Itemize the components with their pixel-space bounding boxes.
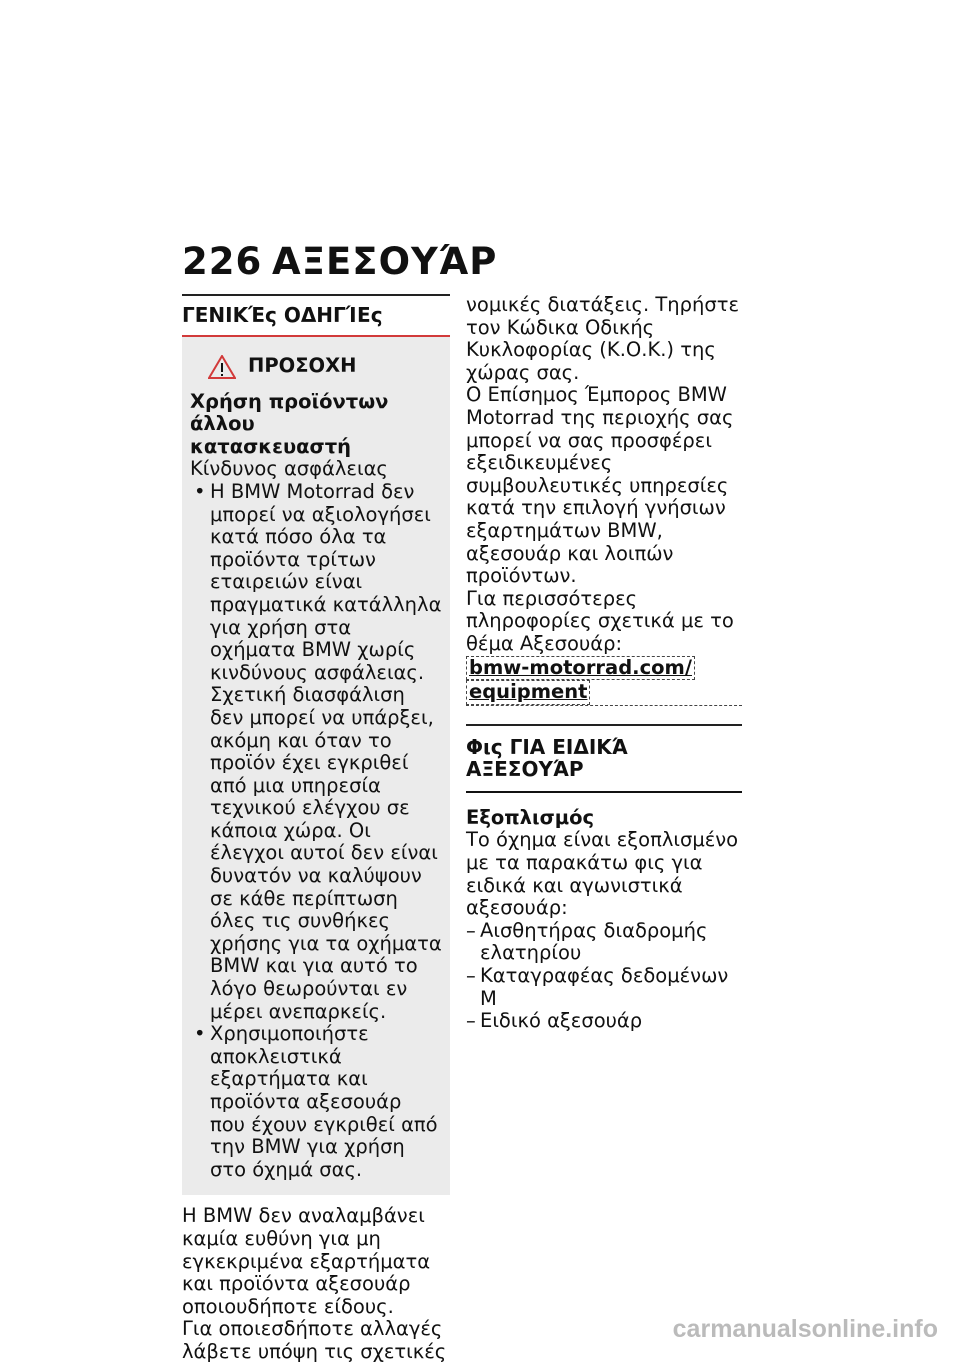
warning-title: ΠΡΟΣΟΧΗ — [248, 354, 357, 378]
paragraph: Το όχημα είναι εξοπλισμένο με τα παρακάτω φις για ειδικά και αγωνιστικά αξεσουάρ: — [466, 828, 739, 920]
link-line[interactable]: equipment — [466, 680, 590, 705]
paragraph: Η BMW δεν αναλαμβάνει καμία ευθύνη για μη εγκεκριμένα εξαρτήματα και προϊόντα αξεσουάρ οποιουδήποτε είδους. — [182, 1204, 431, 1318]
link-line[interactable]: bmw-motorrad.com/ — [466, 656, 695, 681]
warning-triangle-icon — [208, 355, 236, 379]
warning-header — [208, 355, 442, 379]
warning-bold-line: Χρήση προϊόντων άλλου — [190, 389, 389, 436]
page-header — [182, 240, 742, 290]
warning-bullet: • Η BMW Motorrad δεν μπορεί να αξιολογήσει κατά πόσο όλα τα προϊόντα τρίτων εταιρειών είναι πραγματικά κατάλληλα για χρήση στα οχήματα BMW χωρίς κινδύνους ασφάλειας. Σχετική διασφάλιση δεν μπορεί να υπάρξει, ακόμη και όταν το προϊόν έχει εγκριθεί από μια υπηρεσία τεχνικού ελέγχου σε κάποια χώρα. Οι έλεγχοι αυτοί δεν είναι δυνατόν να καλύψουν σε κάθε περίπτωση όλες τις συνθήκες χρήσης για τα οχήματα BMW και για αυτό το λόγο θεωρούνται εν μέρει ανεπαρκείς. — [190, 481, 442, 1023]
page-number: 226 — [182, 240, 263, 283]
right-column — [466, 294, 742, 1033]
paragraph: Για περισσότερες πληροφορίες σχετικά με το θέμα Αξεσουάρ: — [466, 586, 734, 655]
section-title-sockets: Φις ΓΙΑ ΕΙΔΙΚΆ ΑΞΕΣΟΥΆΡ — [466, 724, 742, 793]
watermark: carmanualsonline.info — [672, 1315, 938, 1343]
list-item: – Ειδικό αξεσουάρ — [466, 1010, 742, 1033]
equipment-link[interactable] — [466, 656, 742, 706]
warning-bold-line: κατασκευαστή — [190, 434, 352, 458]
warning-bullet: • Χρησιμοποιήστε αποκλειστικά εξαρτήματα και προϊόντα αξεσουάρ που έχουν εγκριθεί από την BMW για χρήση στο όχημά σας. — [190, 1023, 442, 1181]
list-item: – Καταγραφέας δεδομένων M — [466, 965, 742, 1010]
left-column — [182, 294, 450, 1364]
section-title-general: ΓΕΝΙΚΈς ΟΔΗΓΊΕς — [182, 294, 450, 337]
chapter-title: ΑΞΕΣΟΥΆΡ — [272, 240, 498, 283]
paragraph: Για οποιεσδήποτε αλλαγές λάβετε υπόψη τις σχετικές — [182, 1317, 447, 1363]
sub-title: Εξοπλισμός — [466, 805, 595, 829]
list-item: – Αισθητήρας διαδρομής ελατηρίου — [466, 920, 742, 965]
paragraph: Ο Επίσημος Έμπορος BMW Motorrad της περιοχής σας μπορεί να σας προσφέρει εξειδικευμένες συμβουλευτικές υπηρεσίες κατά την επιλογή γνήσιων εξαρτημάτων BMW, αξεσουάρ και λοιπών προϊόντων. — [466, 383, 734, 588]
warning-box — [182, 337, 450, 1196]
warning-risk: Κίνδυνος ασφάλειας — [190, 457, 388, 481]
paragraph: νομικές διατάξεις. Τηρήστε τον Κώδικα Οδικής Κυκλοφορίας (Κ.Ο.Κ.) της χώρας σας. — [466, 293, 739, 384]
